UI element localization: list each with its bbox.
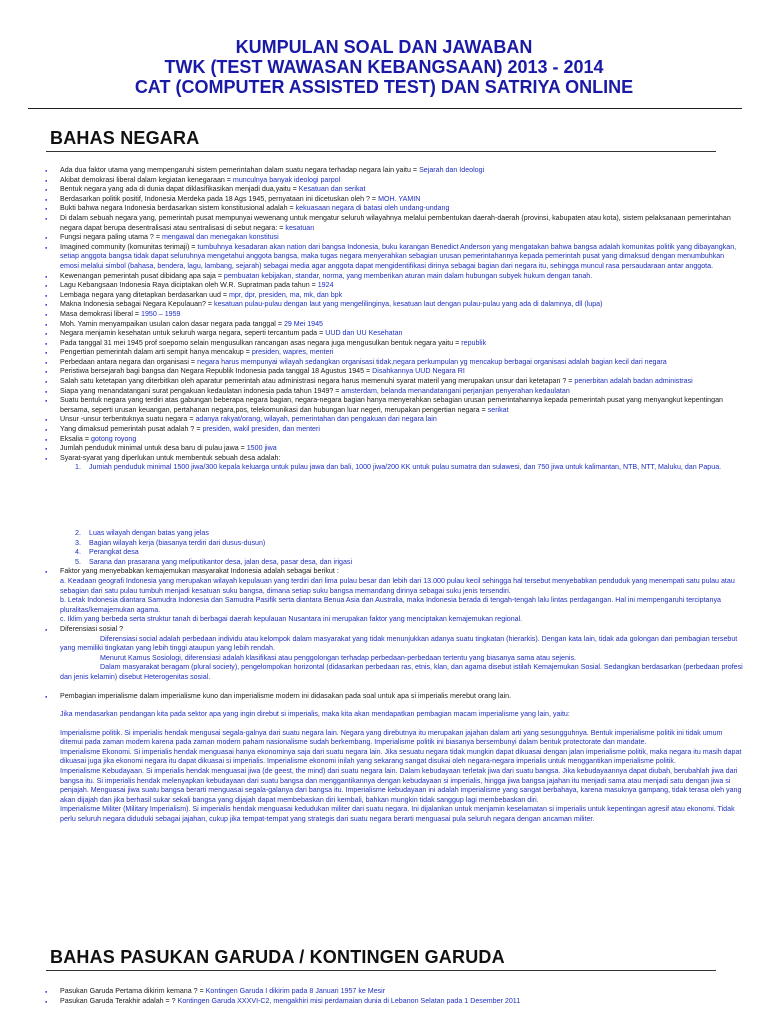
header-divider — [28, 108, 742, 109]
answer-text: Kontingen Garuda XXXVI-C2, mengakhiri misi perdamaian dunia di Lebanon Selatan pada 1 Desember 2011 — [177, 996, 521, 1005]
question-text: Moh. Yamin menyampaikan usulan calon dasar negara pada tanggal = — [60, 319, 284, 328]
imp-politik: Imperialisme politik. Si imperialis hendak mengusai segala-galnya dari suatu negara lain. Negara yang direbutnya itu merupakan jajahan dalam arti yang sesungguhnya. Bentuk imperialisme politik ini tidak umum ditemui pada zaman modern karena pada zaman modern paham nasionalisme sudah berkembang. Imperialisme politik ini biasanya bersembunyi dalam bentuk protectorate dan mandate. — [60, 728, 723, 747]
question-text: Bukti bahwa negara Indonesia berdasarkan sistem konstitusional adalah = — [60, 204, 296, 213]
sub-number: 5. — [75, 557, 81, 566]
question-text: Lagu Kebangsaan Indonesia Raya diciptakan oleh W.R. Supratman pada tahun = — [60, 281, 318, 290]
list-item — [45, 214, 745, 233]
document-header — [0, 37, 768, 97]
answer-text: penerbitan adalah badan administrasi — [574, 377, 693, 386]
answer-text: UUD dan UU Kesehatan — [325, 329, 403, 338]
list-item — [45, 185, 745, 195]
list-item — [45, 348, 745, 358]
question-text: Siapa yang menandatangani surat pengakuan kedaulatan indonesia pada tahun 1949? = — [60, 386, 342, 395]
imp-intro: Jika mendasarkan pendangan kita pada sektor apa yang ingin direbut si imperialis, maka kita akan mendapatkan pembagian macam imperialisme yang lain, yaitu: — [60, 710, 570, 719]
list-item — [45, 454, 745, 464]
list-item: ● Faktor yang menyebabkan kemajemukan masyarakat Indonesia adalah sebagai berikut : — [45, 567, 745, 577]
answer-text: serikat — [487, 405, 509, 414]
list-item — [45, 176, 745, 186]
sub-text: Luas wilayah dengan batas yang jelas — [89, 529, 209, 537]
imp-ekonomi: Imperialisme Ekonomi. Si imperialis hendak menguasai hanya ekonominya saja dari suatu negara lain. Jika sesuatu negara tidak mungkin dapat dikuasai dengan jalan imperialisme politik, maka negara itu masih dapat dikuasai juga jika ekonomi negara itu dapat dikuasai si imperialis. Imperialisme ekonomi inilah yang sekarang sangat disukai oleh negara-negara imperialis untuk menggantikan imperialisme politik. — [60, 747, 742, 766]
list-item — [45, 425, 745, 435]
question-text: Negara menjamin kesehatan untuk seluruh warga negara, seperti tercantum pada = — [60, 329, 326, 338]
sub-number: 3. — [75, 538, 81, 547]
answer-text: republik — [461, 338, 487, 347]
answer-text: mpr, dpr, presiden, ma, mk, dan bpk — [229, 290, 343, 299]
answer-text: 1924 — [317, 281, 334, 290]
answer-text: presiden, wapres, menteri — [251, 348, 334, 357]
list-item — [45, 233, 745, 243]
answer-text: Sejarah dan Ideologi — [419, 166, 485, 174]
question-text: Peristiwa bersejarah bagi bangsa dan Negara Republik Indonesia pada tanggal 18 Agustus 1945 = — [60, 367, 373, 376]
section-body-bahas-negara — [45, 166, 745, 825]
list-item — [45, 396, 745, 415]
sub-text: Sarana dan prasarana yang meliputikantor desa, jalan desa, pasar desa, dan irigasi — [89, 557, 353, 566]
list-item — [45, 281, 745, 291]
section-title-pasukan-garuda: BAHAS PASUKAN GARUDA / KONTINGEN GARUDA — [50, 947, 505, 967]
header-line-1: KUMPULAN SOAL DAN JAWABAN — [235, 37, 533, 57]
answer-text: tumbuhnya kesadaran akan nation dari bangsa Indonesia, buku karangan Benedict Anderson yang mengatakan bahwa bangsa adalah komunitas politik yang dibayangkan, setiap anggota bangsa tidak dapat seluruhnya mengetahui anggota bangsa, maka tugas negara menyerahkan sebagian urusan pemerintahannya kepada pemerintah pusat yang dimaksud dengan menumbuhkan emosi melalui simbol (bahasa, bendera, lagu, lambang, sejarah) sebagai media agar anggota dapat mengidentifikasi dirinya sebagai bagian dari negara itu, sehingga muncul rasa persaudaraan antar anggota. — [60, 242, 737, 270]
question-text: Pasukan Garuda Pertama dikirim kemana ? = — [60, 987, 206, 995]
question-text: Lembaga negara yang ditetapkan berdasarkan uud = — [60, 290, 229, 299]
list-item — [45, 272, 745, 282]
list-item — [45, 166, 745, 176]
answer-text: amsterdam, belanda menandatangani perjanjian penyerahan kedaulatan — [341, 386, 570, 395]
list-item — [45, 339, 745, 349]
question-text: Eksalia = — [60, 434, 91, 443]
question-text: Pada tanggal 31 mei 1945 prof soepomo selain mengusulkan rancangan asas negara juga mengusulkan bentuk negara yaitu = — [60, 338, 462, 347]
list-item — [45, 444, 745, 454]
question-text: Bentuk negara yang ada di dunia dapat diklasifikasikan menjadi dua,yaitu = — [60, 185, 299, 194]
list-item — [45, 204, 745, 214]
section-underline — [46, 970, 716, 971]
list-item — [45, 358, 745, 368]
answer-text: Kesatuan dan serikat — [298, 185, 366, 194]
diff-3: Dalam masyarakat beragam (plural society), pengelompokan horizontal (didasarkan perbedaan ras, etnis, klan, dan agama disebut istilah Kemajemukan Sosial. Sedangkan berdasarkan (perbedaan profesi dan jenis kelamin) disebut Heterogenitas sosial. — [60, 663, 743, 681]
question-text: Suatu bentuk negara yang terdiri atas gabungan beberapa negara bagian, negara-negara bagian hanya menyerahkan sebagian urusan pemerintahannya kepada pemerintah pusat yang menyangkut kepentingan bersama, seperti urusan keuangan, pertahanan negara,pos, telekomunikasi dan hubungan luar negeri, merupakan pengertian negara = — [60, 396, 723, 414]
question-text: Fungsi negara paling utama ? = — [60, 233, 162, 242]
list-item — [45, 367, 745, 377]
list-item: ● Pembagian imperialisme dalam imperialisme kuno dan imperialisme modern ini didasakan pada soal untuk apa si imperialis merebut orang lain. — [45, 692, 745, 702]
answer-text: munculnya banyak ideologi parpol — [232, 175, 341, 184]
faktor-a: a. Keadaan geografi Indonesia yang merupakan wilayah kepulauan yang terdiri dari lima pulau besar dan lebih dari 13.000 pulau kecil sehingga hal tersebut menyebabkan penduduk yang menempati satu pulau atau sebagian dari satu pulau tumbuh menjadi kesatuan suku bangsa, dimana setiap suku bangsa memandang dirinya sebagai suku jenis tersendiri. — [60, 576, 735, 595]
answer-text: 1950 – 1959 — [141, 309, 181, 318]
question-text: Jumlah penduduk minimal untuk desa baru di pulau jawa = — [60, 444, 247, 453]
question-text: Makna Indonesia sebagai Negara Kepulauan? = — [60, 300, 215, 309]
list-item — [45, 415, 745, 425]
question-text: Syarat-syarat yang diperlukan untuk membentuk sebuah desa adalah: — [60, 453, 281, 462]
sub-text: Bagian wilayah kerja (biasanya terdiri dari dusus-dusun) — [89, 538, 266, 547]
question-text: Unsur -unsur terbentuknya suatu negara = — [60, 415, 196, 424]
desa-sub-item — [45, 548, 745, 558]
list-item — [45, 387, 745, 397]
answer-text: kesatuan pulau-pulau dengan laut yang mengelilinginya, kesatuan laut dengan pulau-pulau yang ada di dalamnya, dll (lupa) — [214, 300, 603, 309]
question-text: Perbedaan antara negara dan organisasi = — [60, 357, 198, 366]
question-text: Yang dimaksud pemerintah pusat adalah ? = — [60, 425, 203, 434]
diff-2: Menurut Kamus Sosiologi, diferensiasi adalah klasifikasi atau penggolongan terhadap perbedaan-perbedaan tertentu yang biasanya sama atau sejenis. — [100, 653, 576, 662]
answer-text: kekuasaan negara di batasi oleh undang-undang — [295, 204, 450, 213]
section-title-bahas-negara: BAHAS NEGARA — [50, 128, 200, 148]
list-item — [45, 195, 745, 205]
question-text: Di dalam sebuah negara yang, pemerintah pusat mempunyai wewenang untuk mengatur seluruh wilayahnya melalui pembentukan daerah-daerah (provinsi, kabupaten atau kota), sistem pelaksanaan pemerintahan negara dapat berupa desentralisasi atau sentralisasi di sebut negara: = — [60, 213, 731, 232]
desa-sub-item — [45, 539, 745, 549]
question-text: Masa demokrasi liberal = — [60, 309, 142, 318]
question-text: Salah satu ketetapan yang diterbitkan oleh aparatur pemerintah atau administrasi negara harus memenuhi syarat materil yang merupakan unsur dari ketetapan ? = — [60, 377, 575, 386]
question-text: Ada dua faktor utama yang mempengaruhi sistem pemerintahan dalam suatu negara terhadap negara lain yaitu = — [60, 166, 420, 174]
answer-text: presiden, wakil presiden, dan menteri — [202, 425, 320, 434]
imp-budaya: Imperialisme Kebudayaan. Si imperialis hendak menguasai jiwa (de geest, the mind) dari suatu negara lain. Dalam kebudayaan terletak jiwa dari suatu bangsa. Jika kebudayaannya dapat diubah, berubahlah jiwa dari bangsa itu. Si imperialis hendak melenyapkan kebudayaan dari suatu bangsa dan menggantikannya dengan kebudayaan si imperialis, hingga jiwa bangsa jajahan itu menjadi sama atau menjadi satu dengan jiwa si penjajah. Menguasai jiwa suatu bangsa berarti menguasai segala-galanya dari bangsa itu. Imperialisme kebudayaan ini adalah imperialisme yang sangat berbahaya, karena masuknya gampang, tidak terasa oleh yang akan dijajah dan jika berhasil sukar sekali bangsa yang dijajah dapat membebaskan diri kembali, bahkan mungkin tidak sanggup lagi membebaskan diri. — [60, 767, 742, 804]
list-item — [45, 291, 745, 301]
desa-sub-item — [45, 558, 745, 568]
faktor-b: b. Letak Indonesia diantara Samudra Indonesia dan Samudra Pasifik serta diantara Benua Asia dan Australia, maka Indonesia berada di tengah-tengah lalu lintas perdagangan. Hal ini mempengaruhi terciptanya pluralitas/kemajemukan agama. — [60, 596, 721, 614]
list-item — [45, 987, 745, 997]
answer-text: MOH. YAMIN — [378, 194, 421, 203]
question-text: Akibat demokrasi liberal dalam kegiatan kenegaraan = — [60, 175, 233, 184]
answer-text: gotong royong — [90, 434, 137, 443]
list-item — [45, 997, 745, 1007]
section-underline — [46, 151, 716, 152]
list-item — [45, 310, 745, 320]
answer-text: negara harus mempunyai wilayah sedangkan organisasi tidak,negara perkumpulan yg mencakup berbagai organisasi adalah bagian kecil dari negara — [197, 357, 667, 366]
list-item: ● Diferensiasi sosial ? — [45, 625, 745, 635]
answer-text: 1500 jiwa — [246, 444, 277, 453]
list-item — [45, 329, 745, 339]
list-item — [45, 320, 745, 330]
question-text: Imagined community (komunitas terimaji) = — [60, 242, 198, 251]
desa-sub-item: 1. Jumiah penduduk minimal 1500 jiwa/300 kepala keluarga untuk pulau jawa dan bali, 1000 jiwa/200 KK untuk pulau sumatra dan sulawesi, dan 750 jiwa untuk kalimantan, NTB, NTT, Maluku, dan Papua. — [75, 463, 722, 472]
sub-text: Perangkat desa — [89, 548, 139, 557]
answer-text: Disahkannya UUD Negara RI — [372, 367, 465, 376]
list-item — [45, 243, 745, 272]
list-item — [45, 435, 745, 445]
imp-militer: Imperialisme Militer (Military Imperialism). Si imperialis hendak menguasai kedudukan militer dari suatu negara. Ini dijalankan untuk menjamin keselamatan si imperialis untuk kepentingan agresif atau ekonomi. Tidak perlu seluruh negara diduduki sebagai jajahan, cukup jika tempat-tempat yang strategis dari suatu negara berarti menguasai pula seluruh negara dengan ancaman militer. — [60, 805, 735, 824]
sub-number: 2. — [75, 529, 81, 537]
answer-text: pembuatan kebijakan, standar, norma, yang memberikan aturan main dalam hubungan subyek hukum dengan tanah. — [223, 271, 593, 280]
answer-text: kesatuan — [285, 223, 315, 232]
section-body-pasukan-garuda — [45, 987, 745, 1006]
answer-text: 29 Mei 1945 — [283, 319, 323, 328]
answer-text: adanya rakyat/orang, wilayah, pemerintahan dan pengakuan dari negara lain — [195, 415, 437, 424]
question-text: Kewenangan pemerintah pusat dibidang apa saja = — [60, 271, 224, 280]
faktor-c: c. Iklim yang berbeda serta struktur tanah di berbagai daerah kepulauan Nusantara ini merupakan faktor yang menciptakan kemajemukan regional. — [60, 615, 523, 624]
header-line-3: CAT (COMPUTER ASSISTED TEST) DAN SATRIYA ONLINE — [134, 77, 634, 97]
header-line-2: TWK (TEST WAWASAN KEBANGSAAN) 2013 - 2014 — [164, 57, 604, 77]
sub-number: 4. — [75, 548, 81, 557]
question-text: Pengertian pemerintah dalam arti sempit hanya mencakup = — [60, 348, 252, 357]
diff-1: Diferensiasi social adalah perbedaan individu atau kelompok dalam masyarakat yang tidak menunjukkan adanya suatu tingkatan (hierarkis). Dengan kata lain, tidak ada golongan dari pembagian tersebut yang memiliki tingkatan yang lebih tinggi ataupun yang lebih rendah. — [60, 634, 738, 653]
list-item — [45, 300, 745, 310]
answer-text: mengawal dan menegakan konstitusi — [161, 233, 279, 242]
desa-sub-item — [45, 529, 745, 539]
answer-text: Kontingen Garuda I dikirim pada 8 Januari 1957 ke Mesir — [205, 987, 386, 995]
question-text: Pasukan Garuda Terakhir adalah = ? — [60, 996, 178, 1005]
question-text: Berdasarkan politik positif, Indonesia Merdeka pada 18 Ags 1945, pernyataan ini dicetuskan oleh ? = — [60, 194, 379, 203]
list-item — [45, 377, 745, 387]
